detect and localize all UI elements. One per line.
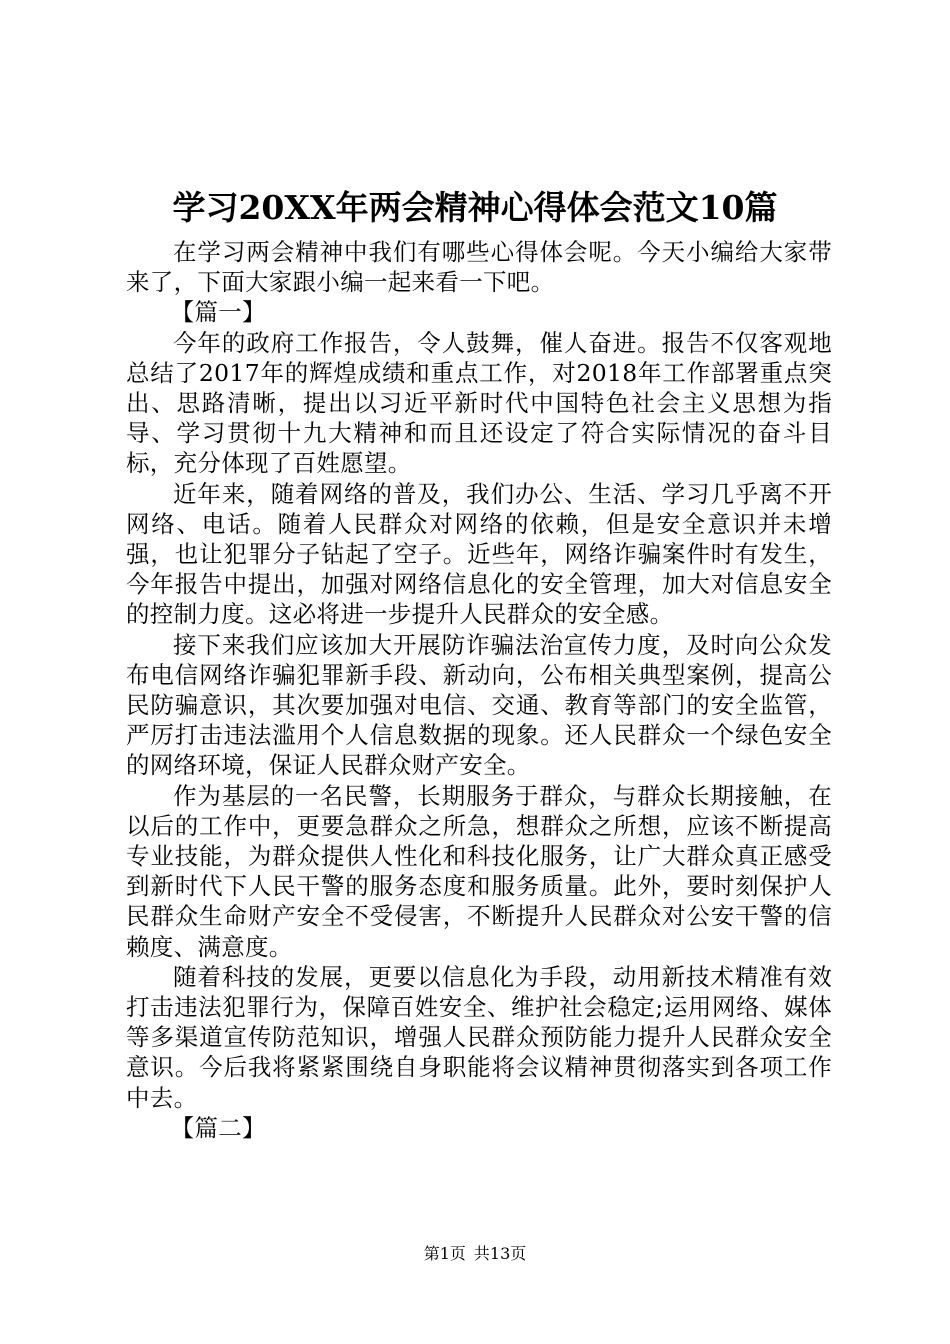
page-number: 第1页: [423, 1244, 466, 1263]
page-total: 共13页: [473, 1244, 527, 1263]
page-footer: [0, 1242, 950, 1266]
body-paragraph: 接下来我们应该加大开展防诈骗法治宣传力度，及时向公众发布电信网络诈骗犯罪新手段、新动向，公布相关典型案例，提高公民防骗意识，其次要加强对电信、交通、教育等部门的安全监管，严厉打击违法滥用个人信息数据的现象。还人民群众一个绿色安全的网络环境，保证人民群众财产安全。: [126, 630, 832, 780]
document-body: [126, 237, 832, 1143]
body-paragraph: 作为基层的一名民警，长期服务于群众，与群众长期接触，在以后的工作中，更要急群众之所急，想群众之所想，应该不断提高专业技能，为群众提供人性化和科技化服务，让广大群众真正感受到新时代下人民干警的服务态度和服务质量。此外，要时刻保护人民群众生命财产安全不受侵害，不断提升人民群众对公安干警的信赖度、满意度。: [126, 781, 832, 961]
body-paragraph: 今年的政府工作报告，令人鼓舞，催人奋进。报告不仅客观地总结了2017年的辉煌成绩和重点工作，对2018年工作部署重点突出、思路清晰，提出以习近平新时代中国特色社会主义思想为指导、学习贯彻十九大精神和而且还设定了符合实际情况的奋斗目标，充分体现了百姓愿望。: [126, 328, 832, 478]
section-heading-1: 【篇一】: [170, 298, 266, 327]
document-title: 学习20XX年两会精神心得体会范文10篇: [172, 188, 778, 227]
body-paragraph: 随着科技的发展，更要以信息化为手段，动用新技术精准有效打击违法犯罪行为，保障百姓安全、维护社会稳定;运用网络、媒体等多渠道宣传防范知识，增强人民群众预防能力提升人民群众安全意识。今后我将紧紧围绕自身职能将会议精神贯彻落实到各项工作中去。: [126, 962, 832, 1112]
intro-paragraph: 在学习两会精神中我们有哪些心得体会呢。今天小编给大家带来了，下面大家跟小编一起来看一下吧。: [126, 238, 832, 297]
body-paragraph: 近年来，随着网络的普及，我们办公、生活、学习几乎离不开网络、电话。随着人民群众对网络的依赖，但是安全意识并未增强，也让犯罪分子钻起了空子。近些年，网络诈骗案件时有发生，今年报告中提出，加强对网络信息化的安全管理，加大对信息安全的控制力度。这必将进一步提升人民群众的安全感。: [126, 479, 832, 629]
section-heading-2: 【篇二】: [170, 1113, 266, 1142]
